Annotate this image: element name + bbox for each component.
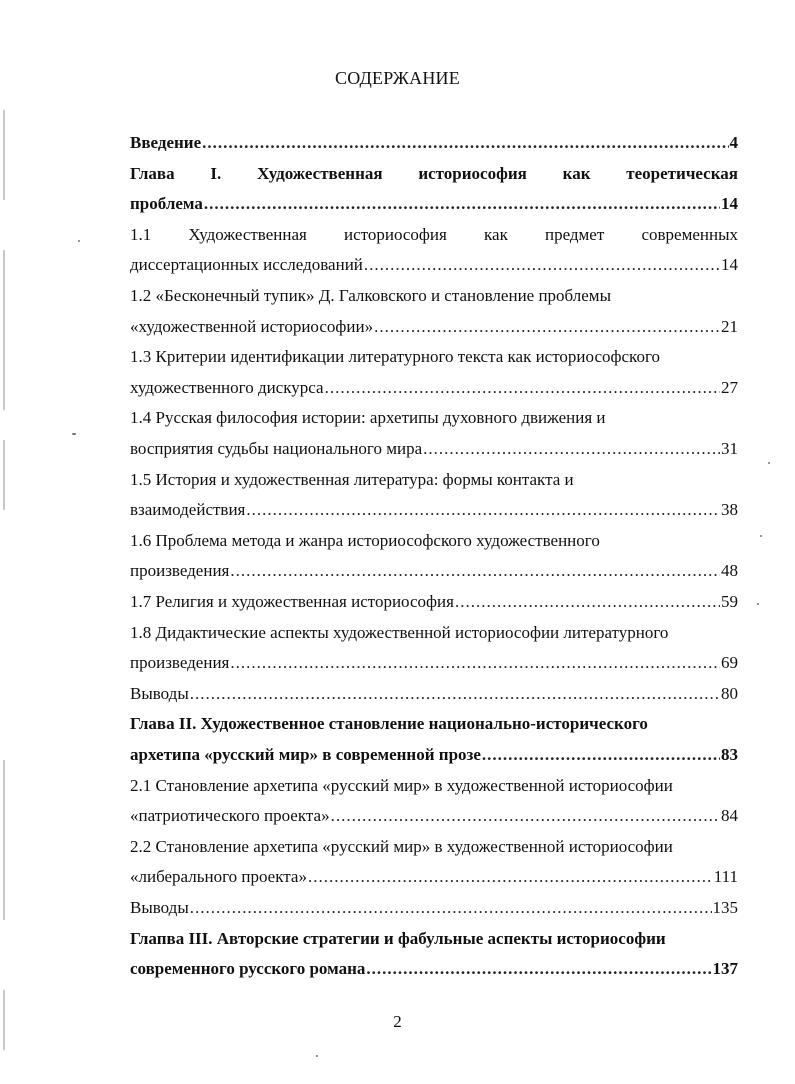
toc-word: теоретическая — [626, 164, 738, 183]
toc-entry-line — [130, 681, 738, 707]
toc-word: Художественная — [257, 164, 383, 183]
toc-entry-line — [130, 436, 738, 462]
toc-entry-heading-line — [130, 926, 738, 952]
toc-word: 1.1 — [130, 225, 152, 244]
toc-entry-heading-line — [130, 711, 738, 737]
toc-word: как — [562, 164, 591, 183]
toc-entry-text: «либерального проекта» — [130, 867, 307, 886]
dot-leader — [190, 895, 712, 921]
dot-leader — [308, 864, 713, 890]
toc-entry-heading-line — [130, 344, 738, 370]
scan-edge-mark — [3, 110, 5, 200]
page-title: СОДЕРЖАНИЕ — [335, 68, 460, 88]
toc-entry-line — [130, 558, 738, 584]
toc-entry-line — [130, 589, 738, 615]
toc-word: I. — [210, 164, 222, 183]
toc-entry-heading-line — [130, 467, 738, 493]
toc-entry-text: Глава II. Художественное становление национально-исторического — [130, 714, 648, 733]
toc-entry-text: «патриотического проекта» — [130, 806, 330, 825]
toc-entry-text: диссертационных исследований — [130, 255, 363, 274]
toc-entry-line — [130, 803, 738, 829]
toc-page-number: 14 — [721, 255, 738, 274]
toc-entry-text: Глапва III. Авторские стратегии и фабульные аспекты историософии — [130, 929, 666, 948]
toc-page-number: 38 — [721, 500, 738, 519]
toc-entry-text: Выводы — [130, 684, 189, 703]
toc-entry-line — [130, 895, 738, 921]
dot-leader — [482, 742, 720, 768]
toc-entry-text: 1.6 Проблема метода и жанра историософского художественного — [130, 531, 600, 550]
toc-entry-text: «художественной историософии» — [130, 317, 374, 336]
page-number: 2 — [393, 1012, 402, 1031]
toc-page-number: 137 — [712, 959, 738, 978]
scan-speck — [768, 462, 770, 464]
toc-entry-text: 2.1 Становление архетипа «русский мир» в художественной историософии — [130, 776, 673, 795]
dot-leader — [230, 558, 720, 584]
dot-leader — [202, 130, 728, 156]
dot-leader — [190, 681, 720, 707]
toc-page-number: 69 — [721, 653, 738, 672]
toc-entry-line — [130, 252, 738, 278]
toc-word: современных — [641, 225, 738, 244]
toc-entry-text: произведения — [130, 653, 230, 672]
toc-entry-line — [130, 191, 738, 217]
dot-leader — [366, 956, 711, 982]
toc-entry-heading-line — [130, 773, 738, 799]
toc-entry-text: архетипа «русский мир» в современной прозе — [130, 745, 481, 764]
toc-entry-line — [130, 864, 738, 890]
toc-word: как — [484, 225, 508, 244]
toc-entry-line — [130, 375, 738, 401]
toc-entry-line — [130, 650, 738, 676]
toc-entry-line — [130, 956, 738, 982]
scan-edge-mark — [3, 990, 5, 1050]
toc-entry-text: 1.2 «Бесконечный тупик» Д. Галковского и становление проблемы — [130, 286, 611, 305]
toc-page-number: 31 — [721, 439, 738, 458]
toc-entry-text: восприятия судьбы национального мира — [130, 439, 423, 458]
toc-page-number: 80 — [721, 684, 738, 703]
toc-entry-line — [130, 130, 738, 156]
dot-leader — [455, 589, 720, 615]
toc-word: Глава — [130, 164, 175, 183]
scan-speck — [760, 535, 762, 537]
dot-leader — [230, 650, 720, 676]
toc-page-number: 21 — [721, 317, 738, 336]
toc-word: предмет — [544, 225, 605, 244]
scan-edge-mark — [3, 440, 5, 510]
toc-entry-heading-line — [130, 620, 738, 646]
toc-entry-text: современного русского романа — [130, 959, 366, 978]
toc-page-number: 111 — [713, 867, 738, 886]
toc-entry-text: Введение — [130, 133, 202, 152]
toc-entry-heading-line — [130, 834, 738, 860]
toc-page-number: 48 — [721, 561, 738, 580]
toc-entry-text: проблема — [130, 194, 203, 213]
toc-entry-heading-line — [130, 528, 738, 554]
toc-entry-text: художественного дискурса — [130, 378, 324, 397]
dot-leader — [331, 803, 720, 829]
toc-word: историософия — [344, 225, 447, 244]
toc-page-number: 59 — [721, 592, 738, 611]
dot-leader — [374, 314, 720, 340]
toc-entry-heading-line — [130, 161, 738, 187]
dot-leader — [204, 191, 720, 217]
toc-entry-text: 1.8 Дидактические аспекты художественной историософии литературного — [130, 623, 669, 642]
toc-entry-heading-line — [130, 405, 738, 431]
toc-entry-text: произведения — [130, 561, 230, 580]
toc-word: историософия — [418, 164, 527, 183]
toc-entry-text: 2.2 Становление архетипа «русский мир» в художественной историософии — [130, 837, 673, 856]
toc-entry-line — [130, 742, 738, 768]
scan-edge-mark — [3, 250, 5, 410]
toc-entry-line — [130, 497, 738, 523]
toc-entry-text: 1.5 История и художественная литература: формы контакта и — [130, 470, 574, 489]
scan-speck — [78, 240, 80, 242]
scan-speck — [72, 433, 76, 435]
toc-entry-text: 1.7 Религия и художественная историософия — [130, 592, 454, 611]
dot-leader — [423, 436, 720, 462]
toc-page-number: 83 — [721, 745, 738, 764]
toc-entry-heading-line — [130, 222, 738, 248]
scan-edge-mark — [3, 760, 5, 920]
toc-entry-text: 1.3 Критерии идентификации литературного текста как историософского — [130, 347, 661, 366]
toc-page-number: 4 — [729, 133, 738, 152]
toc-entry-text: взаимодействия — [130, 500, 246, 519]
toc-entry-text: Выводы — [130, 898, 189, 917]
dot-leader — [325, 375, 720, 401]
toc-entry-heading-line — [130, 283, 738, 309]
toc-page-number: 135 — [712, 898, 738, 917]
scan-speck — [316, 1055, 318, 1057]
toc-page-number: 27 — [721, 378, 738, 397]
toc-word: Художественная — [188, 225, 307, 244]
scan-speck — [757, 603, 759, 605]
toc-page-number: 14 — [721, 194, 738, 213]
toc-page-number: 84 — [721, 806, 738, 825]
dot-leader — [364, 252, 720, 278]
dot-leader — [246, 497, 720, 523]
toc-entry-text: 1.4 Русская философия истории: архетипы духовного движения и — [130, 408, 606, 427]
toc-entry-line — [130, 314, 738, 340]
